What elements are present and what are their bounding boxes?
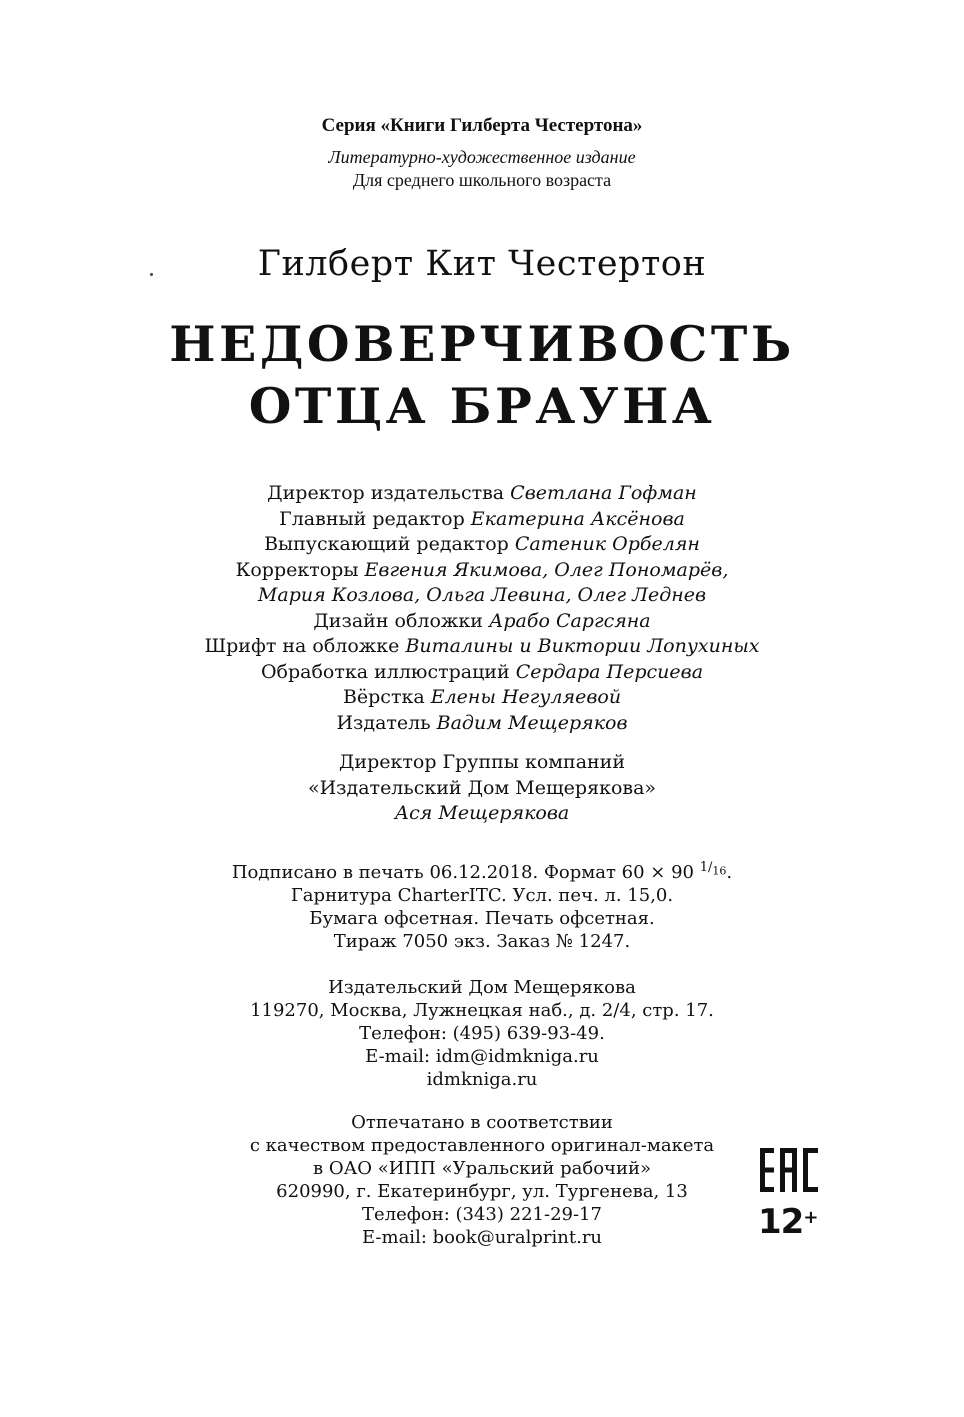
credit-role: Издатель: [336, 711, 431, 734]
publisher-line: E-mail: idm@idmkniga.ru: [365, 1046, 599, 1067]
credit-role: Директор издательства: [267, 482, 505, 504]
credit-role: Обработка иллюстраций: [260, 660, 510, 683]
group-director-line-2: «Издательский Дом Мещерякова»: [307, 776, 657, 799]
printer-line: E-mail: book@uralprint.ru: [361, 1227, 603, 1248]
credit-row: [0, 685, 964, 711]
edition-type: Литературно-художественное издание: [328, 147, 636, 167]
group-director: [0, 750, 964, 827]
print-info-line-2: Гарнитура CharterITC. Усл. печ. л. 15,0.: [290, 885, 674, 906]
credit-row: [0, 558, 964, 584]
publisher-line: Телефон: (495) 639-93-49.: [359, 1023, 605, 1044]
series-title: Серия «Книги Гилберта Честертона»: [321, 115, 643, 136]
credit-row: [0, 711, 964, 737]
age-group: Для среднего школьного возраста: [352, 170, 612, 190]
credit-row: [0, 481, 964, 507]
credit-row: [0, 660, 964, 686]
credit-row: [0, 532, 964, 558]
printer-line: Телефон: (343) 221-29-17: [362, 1204, 602, 1225]
group-director-line-1: Директор Группы компаний: [338, 751, 626, 773]
credit-name: Сердара Персиева: [515, 660, 704, 683]
book-title-line-2: ОТЦА БРАУНА: [248, 377, 716, 435]
publisher-line: idmkniga.ru: [426, 1069, 538, 1090]
publisher-line: Издательский Дом Мещерякова: [328, 977, 636, 998]
printer-line: Отпечатано в соответствии: [351, 1112, 613, 1133]
format-fraction: [699, 860, 727, 878]
credit-name: Виталины и Виктории Лопухиных: [405, 635, 760, 657]
credit-row: [0, 609, 964, 635]
fraction-denominator: 16: [712, 864, 727, 878]
credit-name: Арабо Саргсяна: [488, 609, 651, 632]
book-title-line-1: НЕДОВЕРЧИВОСТЬ: [169, 315, 795, 373]
fraction-numerator: 1: [699, 860, 709, 875]
credit-row: [0, 634, 964, 660]
group-director-name: Ася Мещерякова: [394, 802, 570, 824]
print-info-line-1: [0, 861, 964, 884]
book-title: [0, 313, 964, 437]
print-info-line-1-end: .: [726, 862, 733, 883]
credit-role: Главный редактор: [279, 507, 465, 530]
age-rating-number: 12: [758, 1202, 804, 1242]
credit-name: Екатерина Аксёнова: [470, 507, 685, 530]
credit-name: Вадим Мещеряков: [436, 711, 628, 734]
print-info-line-4: Тираж 7050 экз. Заказ № 1247.: [333, 931, 631, 952]
credit-name: Евгения Якимова, Олег Пономарёв,: [364, 558, 729, 581]
credit-role: Корректоры: [235, 558, 359, 581]
eac-mark-icon: [760, 1148, 818, 1192]
print-date-format: Подписано в печать 06.12.2018. Формат 60 × 90: [231, 862, 694, 883]
credit-role: Выпускающий редактор: [264, 533, 509, 555]
printer-line: в ОАО «ИПП «Уральский рабочий»: [313, 1158, 651, 1179]
age-rating-plus: +: [803, 1207, 818, 1228]
print-info-line-3: Бумага офсетная. Печать офсетная.: [309, 908, 655, 929]
age-rating: [758, 1202, 817, 1242]
print-info: [0, 861, 964, 953]
credit-role: Вёрстка: [342, 686, 425, 708]
credit-name: Светлана Гофман: [510, 482, 697, 504]
fraction-slash: /: [708, 860, 713, 875]
printer-line: с качеством предоставленного оригинал-макета: [249, 1135, 715, 1156]
credits-list: [0, 481, 964, 736]
credit-row: [0, 583, 964, 609]
printer-line: 620990, г. Екатеринбург, ул. Тургенева, 13: [276, 1181, 688, 1202]
credit-name: Сатеник Орбелян: [514, 533, 700, 555]
publisher-line: 119270, Москва, Лужнецкая наб., д. 2/4, стр. 17.: [250, 1000, 714, 1021]
credit-name: Мария Козлова, Ольга Левина, Олег Леднев: [257, 584, 707, 606]
credit-name: Елены Негуляевой: [430, 686, 622, 708]
author-name: Гилберт Кит Честертон: [257, 244, 707, 284]
credit-row: [0, 507, 964, 533]
credit-role: Шрифт на обложке: [204, 635, 400, 657]
credit-role: Дизайн обложки: [313, 609, 483, 632]
publisher-info: [0, 976, 964, 1091]
printer-info: [0, 1111, 964, 1249]
